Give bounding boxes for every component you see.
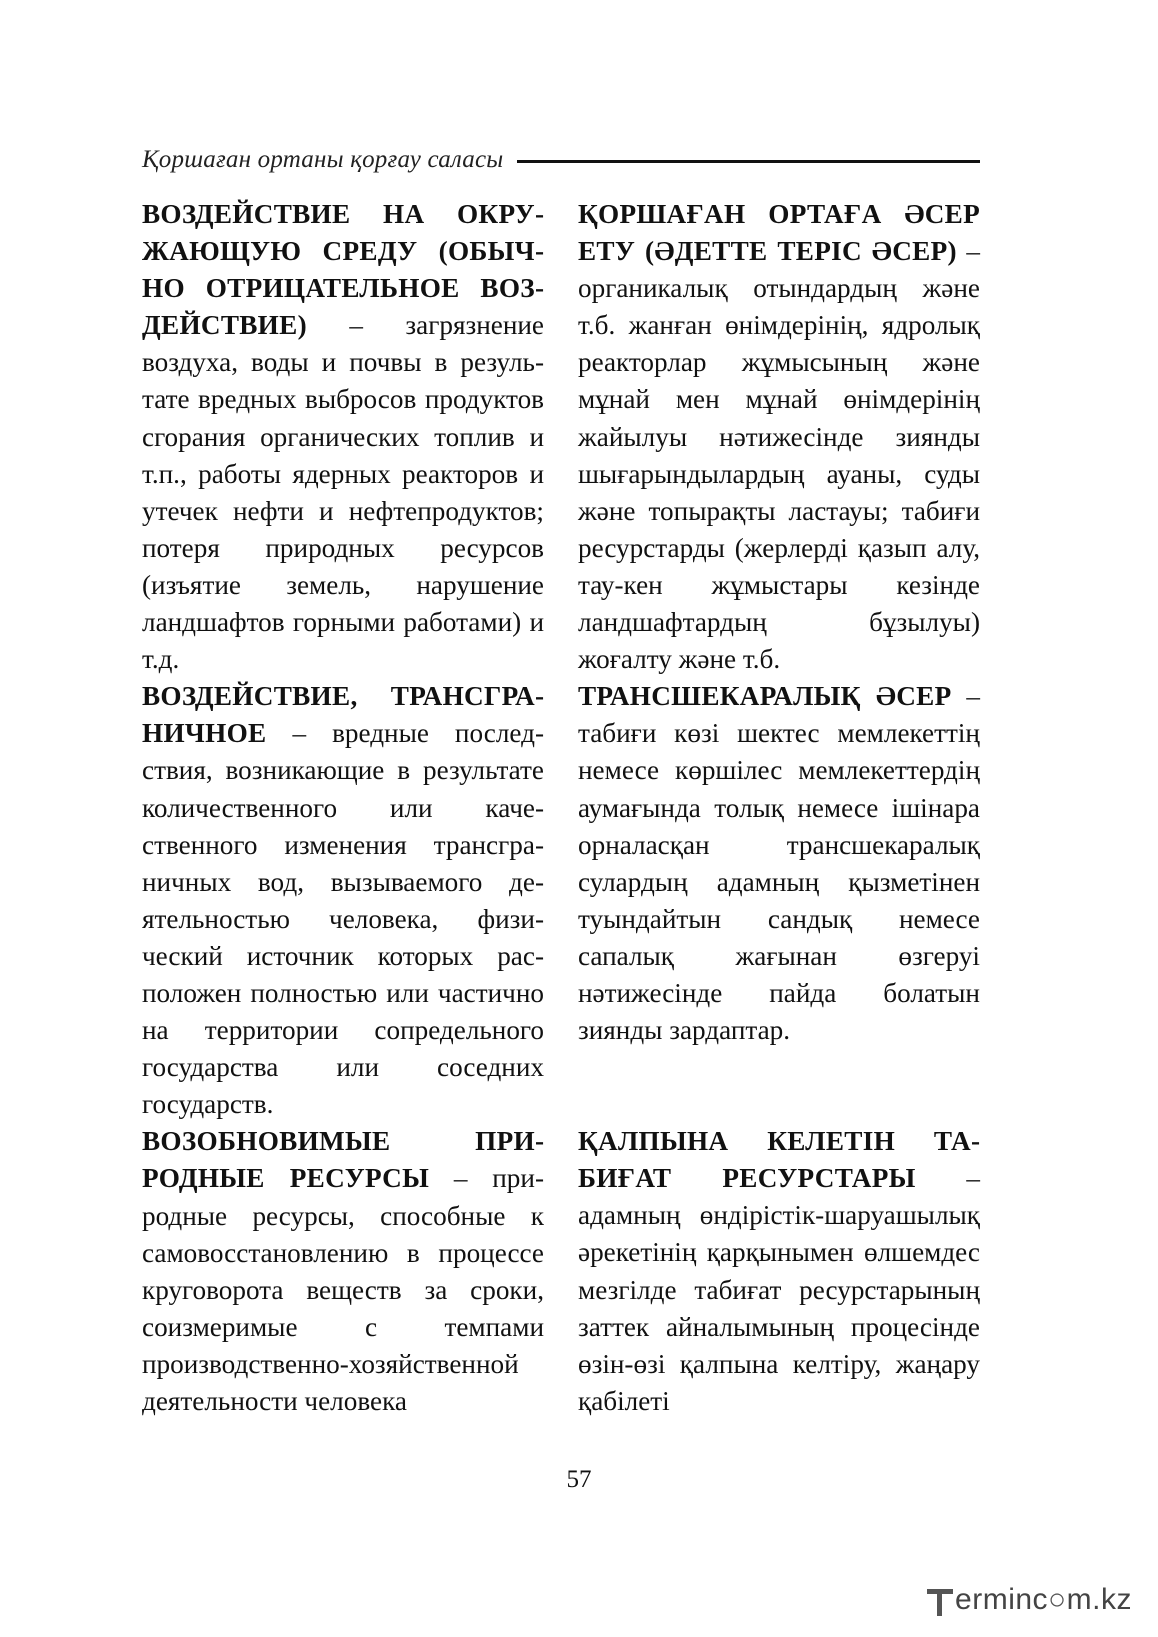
dictionary-entry (578, 196, 980, 678)
entry-definition: – природные ресурсы, способные к самовосстановлению в процессе круговорота веществ за сроки, соизмеримые с темпами производственно-хозяйственной деятельности человека (142, 1163, 544, 1416)
watermark-text-b: m.kz (1066, 1583, 1132, 1616)
dictionary-entry (142, 196, 544, 678)
page-number: 57 (566, 1466, 592, 1493)
header-rule (517, 160, 980, 163)
running-header (142, 146, 980, 174)
entry-definition: – загрязнение воздуха, воды и почвы в результате вредных выбросов продуктов сгорания органических топлив и т.п., работы ядерных реакторов и утечек нефти и нефтепродуктов; потеря природных ресурсов (изъятие земель, нарушение ландшафтов горными работами) и т.д. (142, 310, 544, 675)
t-logo-icon (927, 1587, 955, 1617)
entry-term: ВОЗДЕЙСТВИЕ, ТРАНСГРАНИЧНОЕ (142, 681, 544, 749)
entry-term: ВОЗДЕЙСТВИЕ НА ОКРУЖАЮЩУЮ СРЕДУ (ОБЫЧНО ОТРИЦАТЕЛЬНОЕ ВОЗДЕЙСТВИЕ) (142, 199, 544, 341)
column-spacer (578, 1049, 980, 1123)
right-column (578, 196, 980, 1420)
dictionary-entry (142, 678, 544, 1123)
termincom-watermark (927, 1583, 1132, 1617)
section-title: Қоршаған ортаны қорғау саласы (142, 146, 504, 173)
dictionary-entry (578, 1123, 980, 1420)
entry-term: ВОЗОБНОВИМЫЕ ПРИРОДНЫЕ РЕСУРСЫ (142, 1126, 544, 1194)
entry-definition: – табиғи көзі шектес мемлекеттің немесе көршілес мемлекеттердің аумағында толық немесе ішінара орналасқан трансшекаралық сулардың адамның қызметінен туындайтын сандық немесе сапалық жағынан өзгеруі нәтижесінде пайда болатын зиянды зардаптар. (578, 681, 981, 1046)
dictionary-entry (142, 1123, 544, 1420)
entry-term: ТРАНСШЕКАРАЛЫҚ ӘСЕР (578, 681, 952, 712)
magnifier-o-icon: ○ (1048, 1583, 1067, 1616)
entry-definition: – органикалық отындардың және т.б. жанған өнімдерінің, ядролық реакторлар жұмысының және мұнай мен мұнай өнімдерінің жайылуы нәтижесінде зиянды шығарындылардың ауаны, суды және топырақты ластауы; табиғи ресурстарды (жерлерді қазып алу, тау-кен жұмыстары кезінде ландшафтардың бұзылуы) жоғалту және т.б. (578, 236, 980, 675)
entry-term: ҚАЛПЫНА КЕЛЕТІН ТАБИҒАТ РЕСУРСТАРЫ (578, 1126, 980, 1194)
entry-definition: – адамның өндірістік-шаруашылық әрекетінің қарқынымен өлшемдес мезгілде табиғат ресурстарының заттек айналымының процесінде өзін-өзі қалпына келтіру, жаңару қабілеті (578, 1163, 981, 1416)
entry-definition: – вредные последствия, возникающие в результате количественного или качественного изменения трансграничных вод, вызываемого деятельностью человека, физический источник которых расположен полностью или частично на территории сопредельного государства или соседних государств. (142, 718, 544, 1120)
entry-term: ҚОРШАҒАН ОРТАҒА ӘСЕР ЕТУ (ӘДЕТТЕ ТЕРІС ӘСЕР) (578, 199, 980, 267)
dictionary-entry (578, 678, 980, 1049)
left-column (142, 196, 544, 1420)
watermark-text-a: erminc (955, 1583, 1049, 1616)
